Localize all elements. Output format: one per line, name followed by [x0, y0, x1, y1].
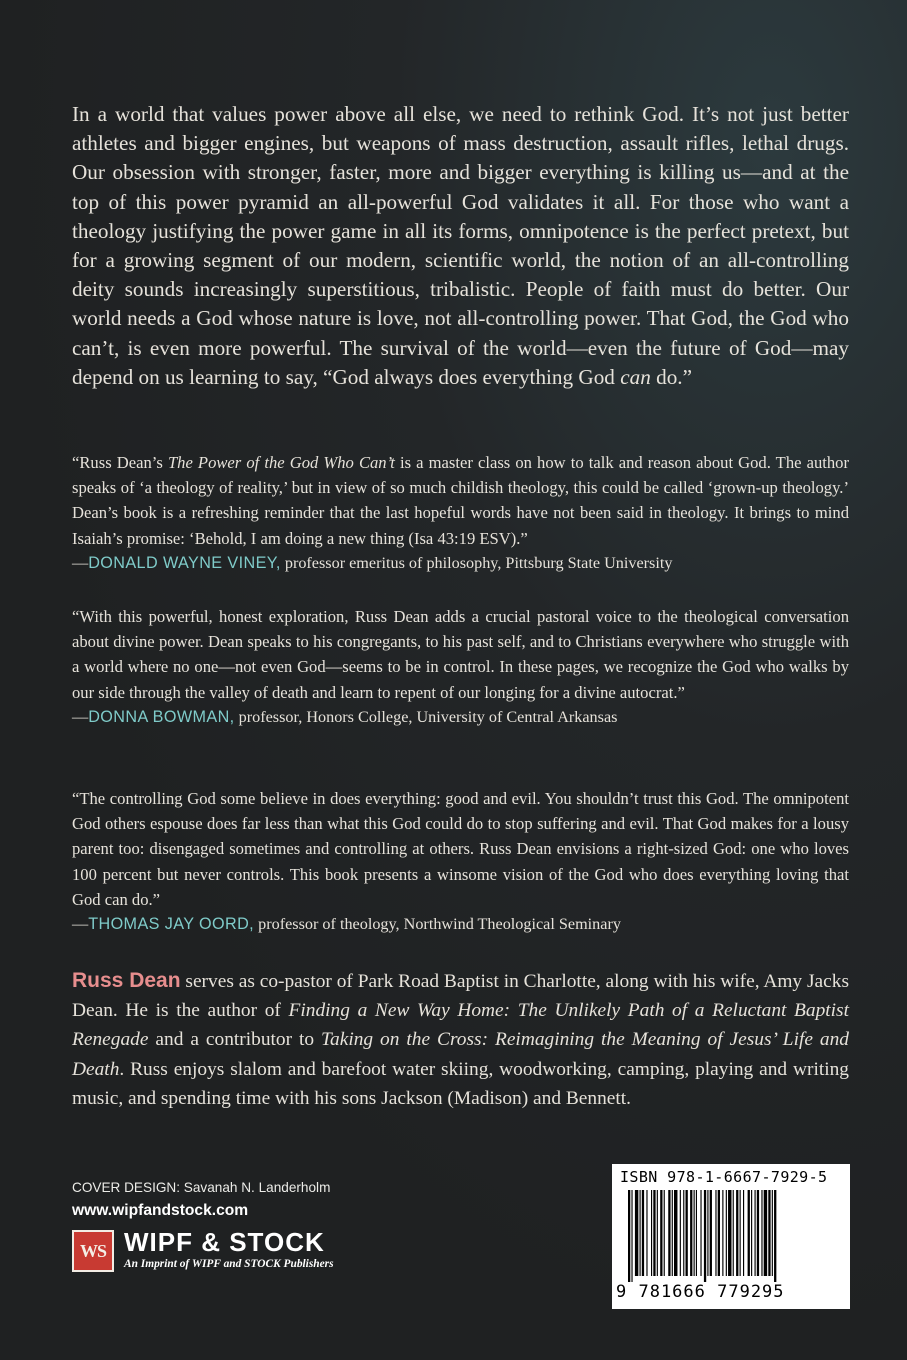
barcode-bar [748, 1190, 750, 1276]
barcode-bar [722, 1190, 723, 1276]
barcode-bar [635, 1190, 638, 1276]
barcode-bar [740, 1190, 741, 1276]
endorsement-viney [72, 450, 849, 576]
endorsement-attribution: —DONALD WAYNE VINEY, professor emeritus of philosophy, Pittsburg State University [72, 553, 673, 572]
barcode-bar [768, 1190, 770, 1276]
ws-logo-icon: WS [72, 1230, 114, 1272]
barcode-bar [751, 1190, 752, 1276]
barcode-bar [651, 1190, 652, 1276]
barcode-bar [660, 1190, 662, 1276]
barcode-bar [755, 1190, 756, 1276]
endorser-name: THOMAS JAY OORD, [88, 915, 255, 934]
barcode-bar [674, 1190, 677, 1276]
barcode-bar [646, 1190, 647, 1276]
barcode-bar [710, 1190, 712, 1276]
barcode-bar [700, 1190, 701, 1276]
endorsement-text: “With this powerful, honest exploration, Russ Dean adds a crucial pastoral voice to the theological conversation about divine power. Dean speaks to his congregants, to his past self, and to Christians everywhere who struggle with a world where no one—not even God—seems to be in control. In these pages, we recognize the God who walks by our side through the valley of death and learn to repent of our longing for a divine autocrat.” [72, 607, 849, 702]
barcode-bar [704, 1190, 706, 1282]
endorsement-attribution: —DONNA BOWMAN, professor, Honors College, University of Central Arkansas [72, 707, 618, 726]
barcode-bar [774, 1190, 776, 1282]
barcode-bar [743, 1190, 744, 1276]
barcode-bar [757, 1190, 759, 1276]
publisher-subtitle: An Imprint of WIPF and STOCK Publishers [124, 1258, 334, 1270]
description-paragraph: In a world that values power above all else, we need to rethink God. It’s not just better athletes and bigger engines, but weapons of mass destruction, assault rifles, lethal drugs. Our obsession with stronger, faster, more and bigger everything is killing us—and at the top of this power pyramid an all-powerful God validates it all. For those who want a theology justifying the power game in all its forms, omnipotence is the perfect pretext, but for a growing segment of our modern, scientific world, the notion of an all-controlling deity sounds increasingly superstitious, tribalistic. People of faith must do better. Our world needs a God whose nature is love, not all-controlling power. That God, the God who can’t, is even more powerful. The survival of the world—even the future of God—may depend on us learning to say, “God always does everything God can do.” [72, 102, 849, 389]
author-name: Russ Dean [72, 969, 181, 992]
barcode-bar [672, 1190, 673, 1276]
endorsement-oord [72, 786, 849, 937]
endorsement-text: “Russ Dean’s The Power of the God Who Can’t is a master class on how to talk and reason about God. The author speaks of ‘a theology of reality,’ but in view of so much childish theology, this could be called ‘grown-up theology.’ Dean’s book is a refreshing reminder that the last hopeful words have not been said in theology. It brings to mind Isaiah’s promise: ‘Behold, I am doing a new thing (Isa 43:19 ESV).” [72, 453, 849, 548]
barcode-bar [772, 1190, 773, 1276]
barcode-bar [728, 1190, 731, 1276]
isbn-label: ISBN 978-1-6667-7929-5 [620, 1168, 828, 1186]
endorsement-attribution: —THOMAS JAY OORD, professor of theology, Northwind Theological Seminary [72, 915, 621, 934]
barcode-bar [733, 1190, 734, 1276]
barcode-bar [715, 1190, 716, 1276]
barcode-bar [631, 1190, 632, 1282]
endorsement-bowman [72, 604, 849, 730]
author-bio: Russ Dean serves as co-pastor of Park Road Baptist in Charlotte, along with his wife, Amy Jacks Dean. He is the author of Finding a New Way Home: The Unlikely Path of a Reluctant Baptist Renegade and a contributor to Taking on the Cross: Reimagining the Meaning of Jesus’ Life and Death. Russ enjoys slalom and barefoot water skiing, woodworking, camping, playing and writing music, and spending time with his sons Jackson (Madison) and Bennett. [72, 969, 849, 1109]
barcode-bar [686, 1190, 688, 1276]
barcode-bar [640, 1190, 641, 1276]
barcode-bar [690, 1190, 692, 1276]
barcode-bars [628, 1190, 834, 1282]
barcode-bar [718, 1190, 720, 1276]
barcode-bar [642, 1190, 644, 1276]
description-blurb [72, 100, 849, 392]
barcode-digits: 9 781666 779295 [616, 1282, 785, 1302]
barcode-bar [668, 1190, 670, 1276]
footer-credits [72, 1180, 330, 1220]
cover-design-credit: COVER DESIGN: Savanah N. Landerholm [72, 1180, 331, 1195]
barcode-bar [736, 1190, 738, 1276]
publisher-website: www.wipfandstock.com [72, 1202, 249, 1219]
barcode-bar [683, 1190, 684, 1276]
barcode-bar [694, 1190, 695, 1276]
barcode-bar [707, 1190, 708, 1276]
barcode-bar [657, 1190, 658, 1276]
endorser-name: DONALD WAYNE VINEY, [88, 553, 281, 572]
isbn-barcode [612, 1164, 850, 1309]
endorsement-text: “The controlling God some believe in does everything: good and evil. You shouldn’t trust this God. The omnipotent God others espouse does far less than what this God could do to stop suffering and evil. That God makes for a lousy parent too: disengaged sometimes and controlling at others. Russ Dean envisions a right-sized God: one who loves 100 percent but never controls. This book presents a winsome vision of the God who does everything loving that God can do.” [72, 789, 849, 909]
barcode-bar [726, 1190, 727, 1276]
barcode-bar [680, 1190, 681, 1276]
barcode-bar [764, 1190, 767, 1276]
publisher-name: WIPF & STOCK [124, 1227, 325, 1257]
barcode-bar [653, 1190, 655, 1276]
publisher-logo [72, 1228, 392, 1276]
barcode-bar [696, 1190, 697, 1276]
barcode-bar [664, 1190, 665, 1276]
endorser-name: DONNA BOWMAN, [88, 707, 235, 726]
book-title: The Power of the God Who Can’t [167, 453, 395, 472]
barcode-bar [628, 1190, 630, 1282]
barcode-bar [761, 1190, 762, 1276]
